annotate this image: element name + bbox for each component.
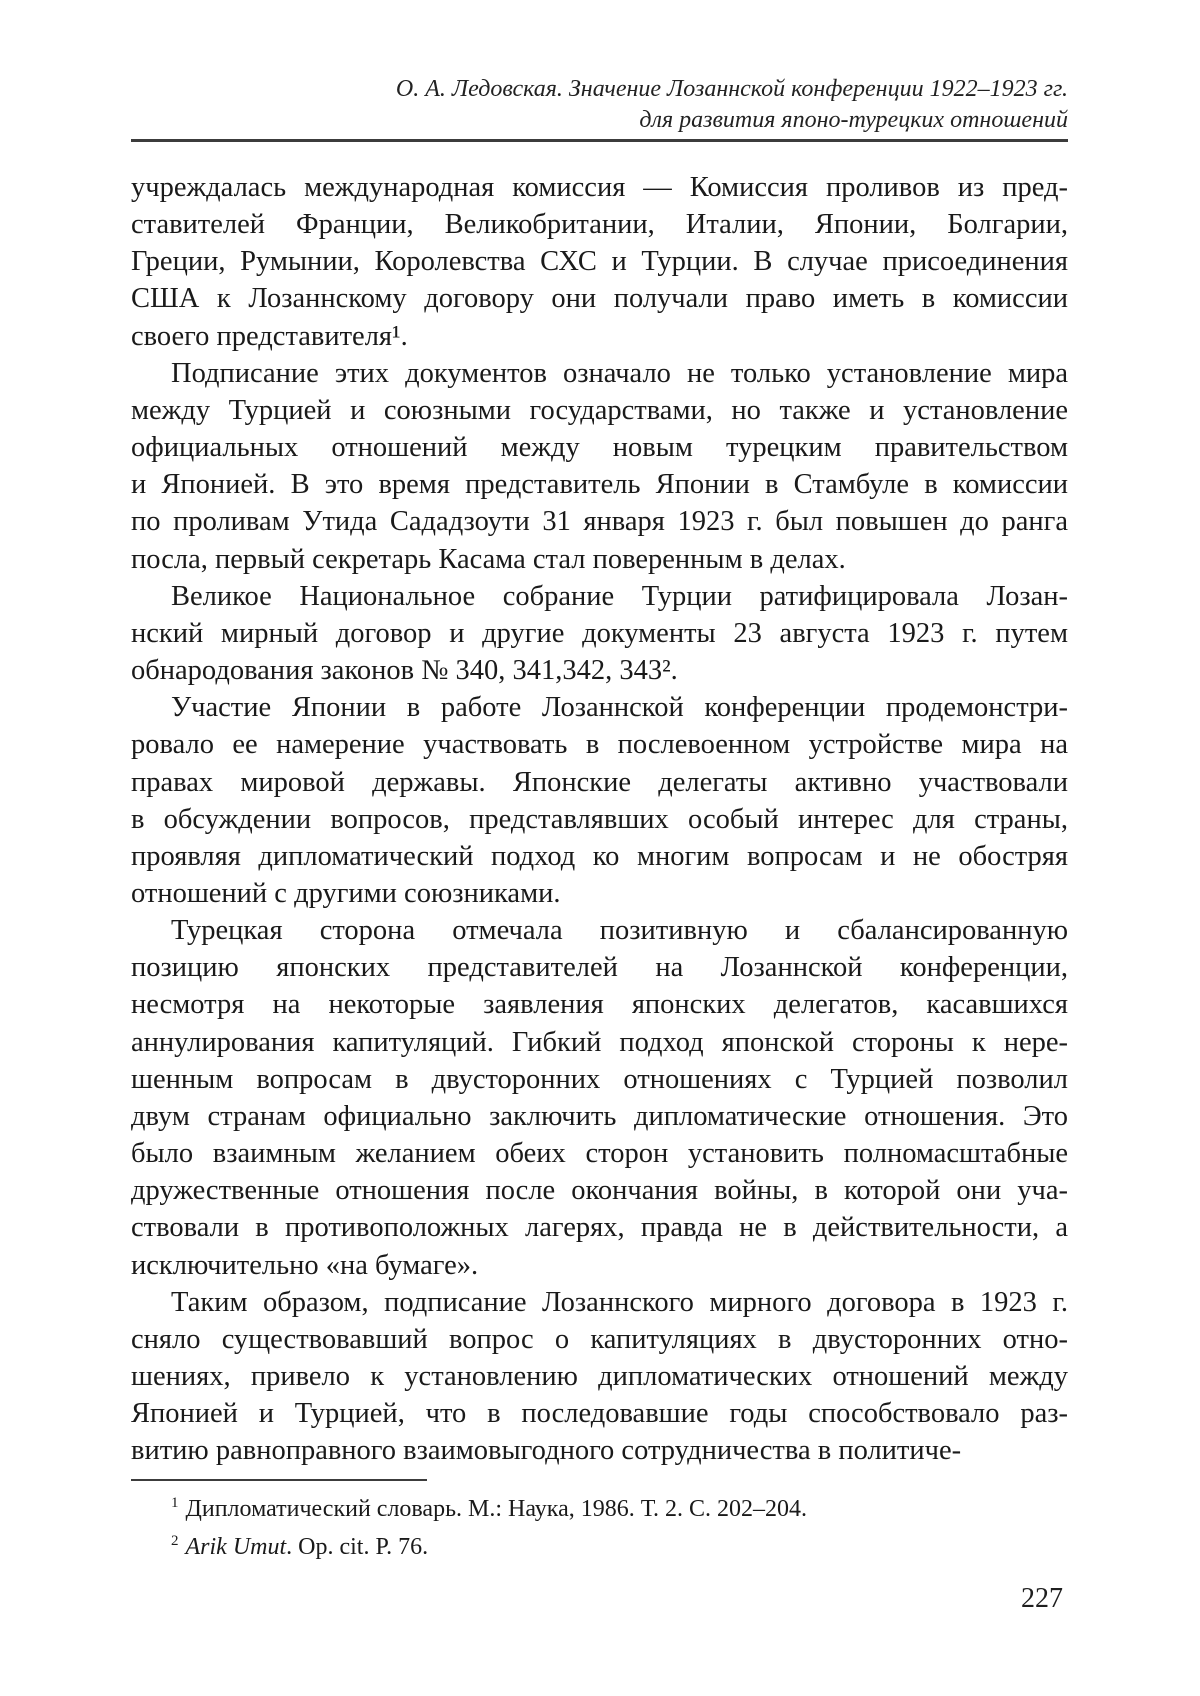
body-line: сняло существовавший вопрос о капитуляциях в двусторонних отно- — [131, 1323, 1068, 1355]
body-line: между Турцией и союзными государствами, но также и установление — [131, 394, 1068, 426]
body-line: дружественные отношения после окончания войны, в которой они уча- — [131, 1175, 1068, 1207]
body-line: Японией и Турцией, что в последовавшие годы способствовало раз- — [131, 1398, 1068, 1430]
body-line: обнародования законов № 340, 341,342, 343². — [131, 655, 678, 687]
body-line: по проливам Утида Сададзоути 31 января 1923 г. был повышен до ранга — [131, 506, 1068, 538]
header-rule — [131, 139, 1068, 142]
footnote-text: . Op. cit. P. 76. — [286, 1533, 429, 1560]
footnote — [131, 1491, 1068, 1529]
body-line: было взаимным желанием обеих сторон установить полномасштабные — [131, 1138, 1068, 1170]
body-line: Турецкая сторона отмечала позитивную и сбалансированную — [171, 915, 1068, 947]
body-line: позицию японских представителей на Лозаннской конференции, — [131, 952, 1068, 984]
body-line: учреждалась международная комиссия — Комиссия проливов из пред- — [131, 172, 1068, 203]
body-line: шенным вопросам в двусторонних отношениях с Турцией позволил — [131, 1063, 1068, 1095]
page-number: 227 — [1021, 1583, 1063, 1614]
footnotes — [131, 1491, 1068, 1566]
body-line: несмотря на некоторые заявления японских делегатов, касавшихся — [131, 989, 1068, 1021]
body-line: аннулирования капитуляций. Гибкий подход японской стороны к нере- — [131, 1026, 1068, 1058]
body-line: витию равноправного взаимовыгодного сотрудничества в политиче- — [131, 1435, 962, 1467]
body-line: ствовали в противоположных лагерях, правда не в действительности, а — [131, 1212, 1068, 1244]
body-line: и Японией. В это время представитель Японии в Стамбуле в комиссии — [131, 469, 1068, 501]
body-line: шениях, привело к установлению дипломатических отношений между — [131, 1361, 1068, 1392]
body-line: проявляя дипломатический подход ко многим вопросам и не обостряя — [131, 840, 1068, 872]
body-line: в обсуждении вопросов, представлявших особый интерес для страны, — [131, 803, 1068, 835]
body-line: отношений с другими союзниками. — [131, 877, 561, 909]
body-line: нский мирный договор и другие документы 23 августа 1923 г. путем — [131, 617, 1068, 649]
body-line: ставителей Франции, Великобритании, Италии, Японии, Болгарии, — [131, 209, 1068, 241]
footnote-marker: 2 — [171, 1532, 179, 1549]
body-line: своего представителя¹. — [131, 320, 408, 352]
body-text — [131, 169, 1068, 1469]
body-line: официальных отношений между новым турецким правительством — [131, 432, 1068, 464]
footnote-citation-italic: Arik Umut — [185, 1533, 287, 1560]
body-line: двум странам официально заключить дипломатические отношения. Это — [131, 1100, 1068, 1132]
footnote-text: Дипломатический словарь. М.: Наука, 1986. Т. 2. С. 202–204. — [185, 1496, 808, 1522]
running-header — [131, 74, 1068, 136]
body-line: правах мировой державы. Японские делегаты активно участвовали — [131, 766, 1068, 798]
body-line: посла, первый секретарь Касама стал поверенным в делах. — [131, 543, 846, 575]
footnote-separator-rule — [131, 1479, 427, 1481]
body-line: Участие Японии в работе Лозаннской конференции продемонстри- — [171, 692, 1068, 724]
body-line: Таким образом, подписание Лозаннского мирного договора в 1923 г. — [171, 1286, 1068, 1318]
body-line: исключительно «на бумаге». — [131, 1249, 479, 1281]
body-line: Великое Национальное собрание Турции ратифицировала Лозан- — [171, 580, 1068, 612]
body-line: ровало ее намерение участвовать в послевоенном устройстве мира на — [131, 729, 1068, 761]
body-line: Подписание этих документов означало не только установление мира — [171, 357, 1068, 389]
body-line: Греции, Румынии, Королевства СХС и Турции. В случае присоединения — [131, 246, 1068, 278]
footnote-marker: 1 — [171, 1495, 179, 1511]
body-line: США к Лозаннскому договору они получали право иметь в комиссии — [131, 283, 1068, 315]
footnote — [131, 1529, 1068, 1567]
running-header-line2: для развития японо-турецких отношений — [639, 107, 1068, 133]
running-header-line1: О. А. Ледовская. Значение Лозаннской конференции 1922–1923 гг. — [395, 76, 1068, 102]
